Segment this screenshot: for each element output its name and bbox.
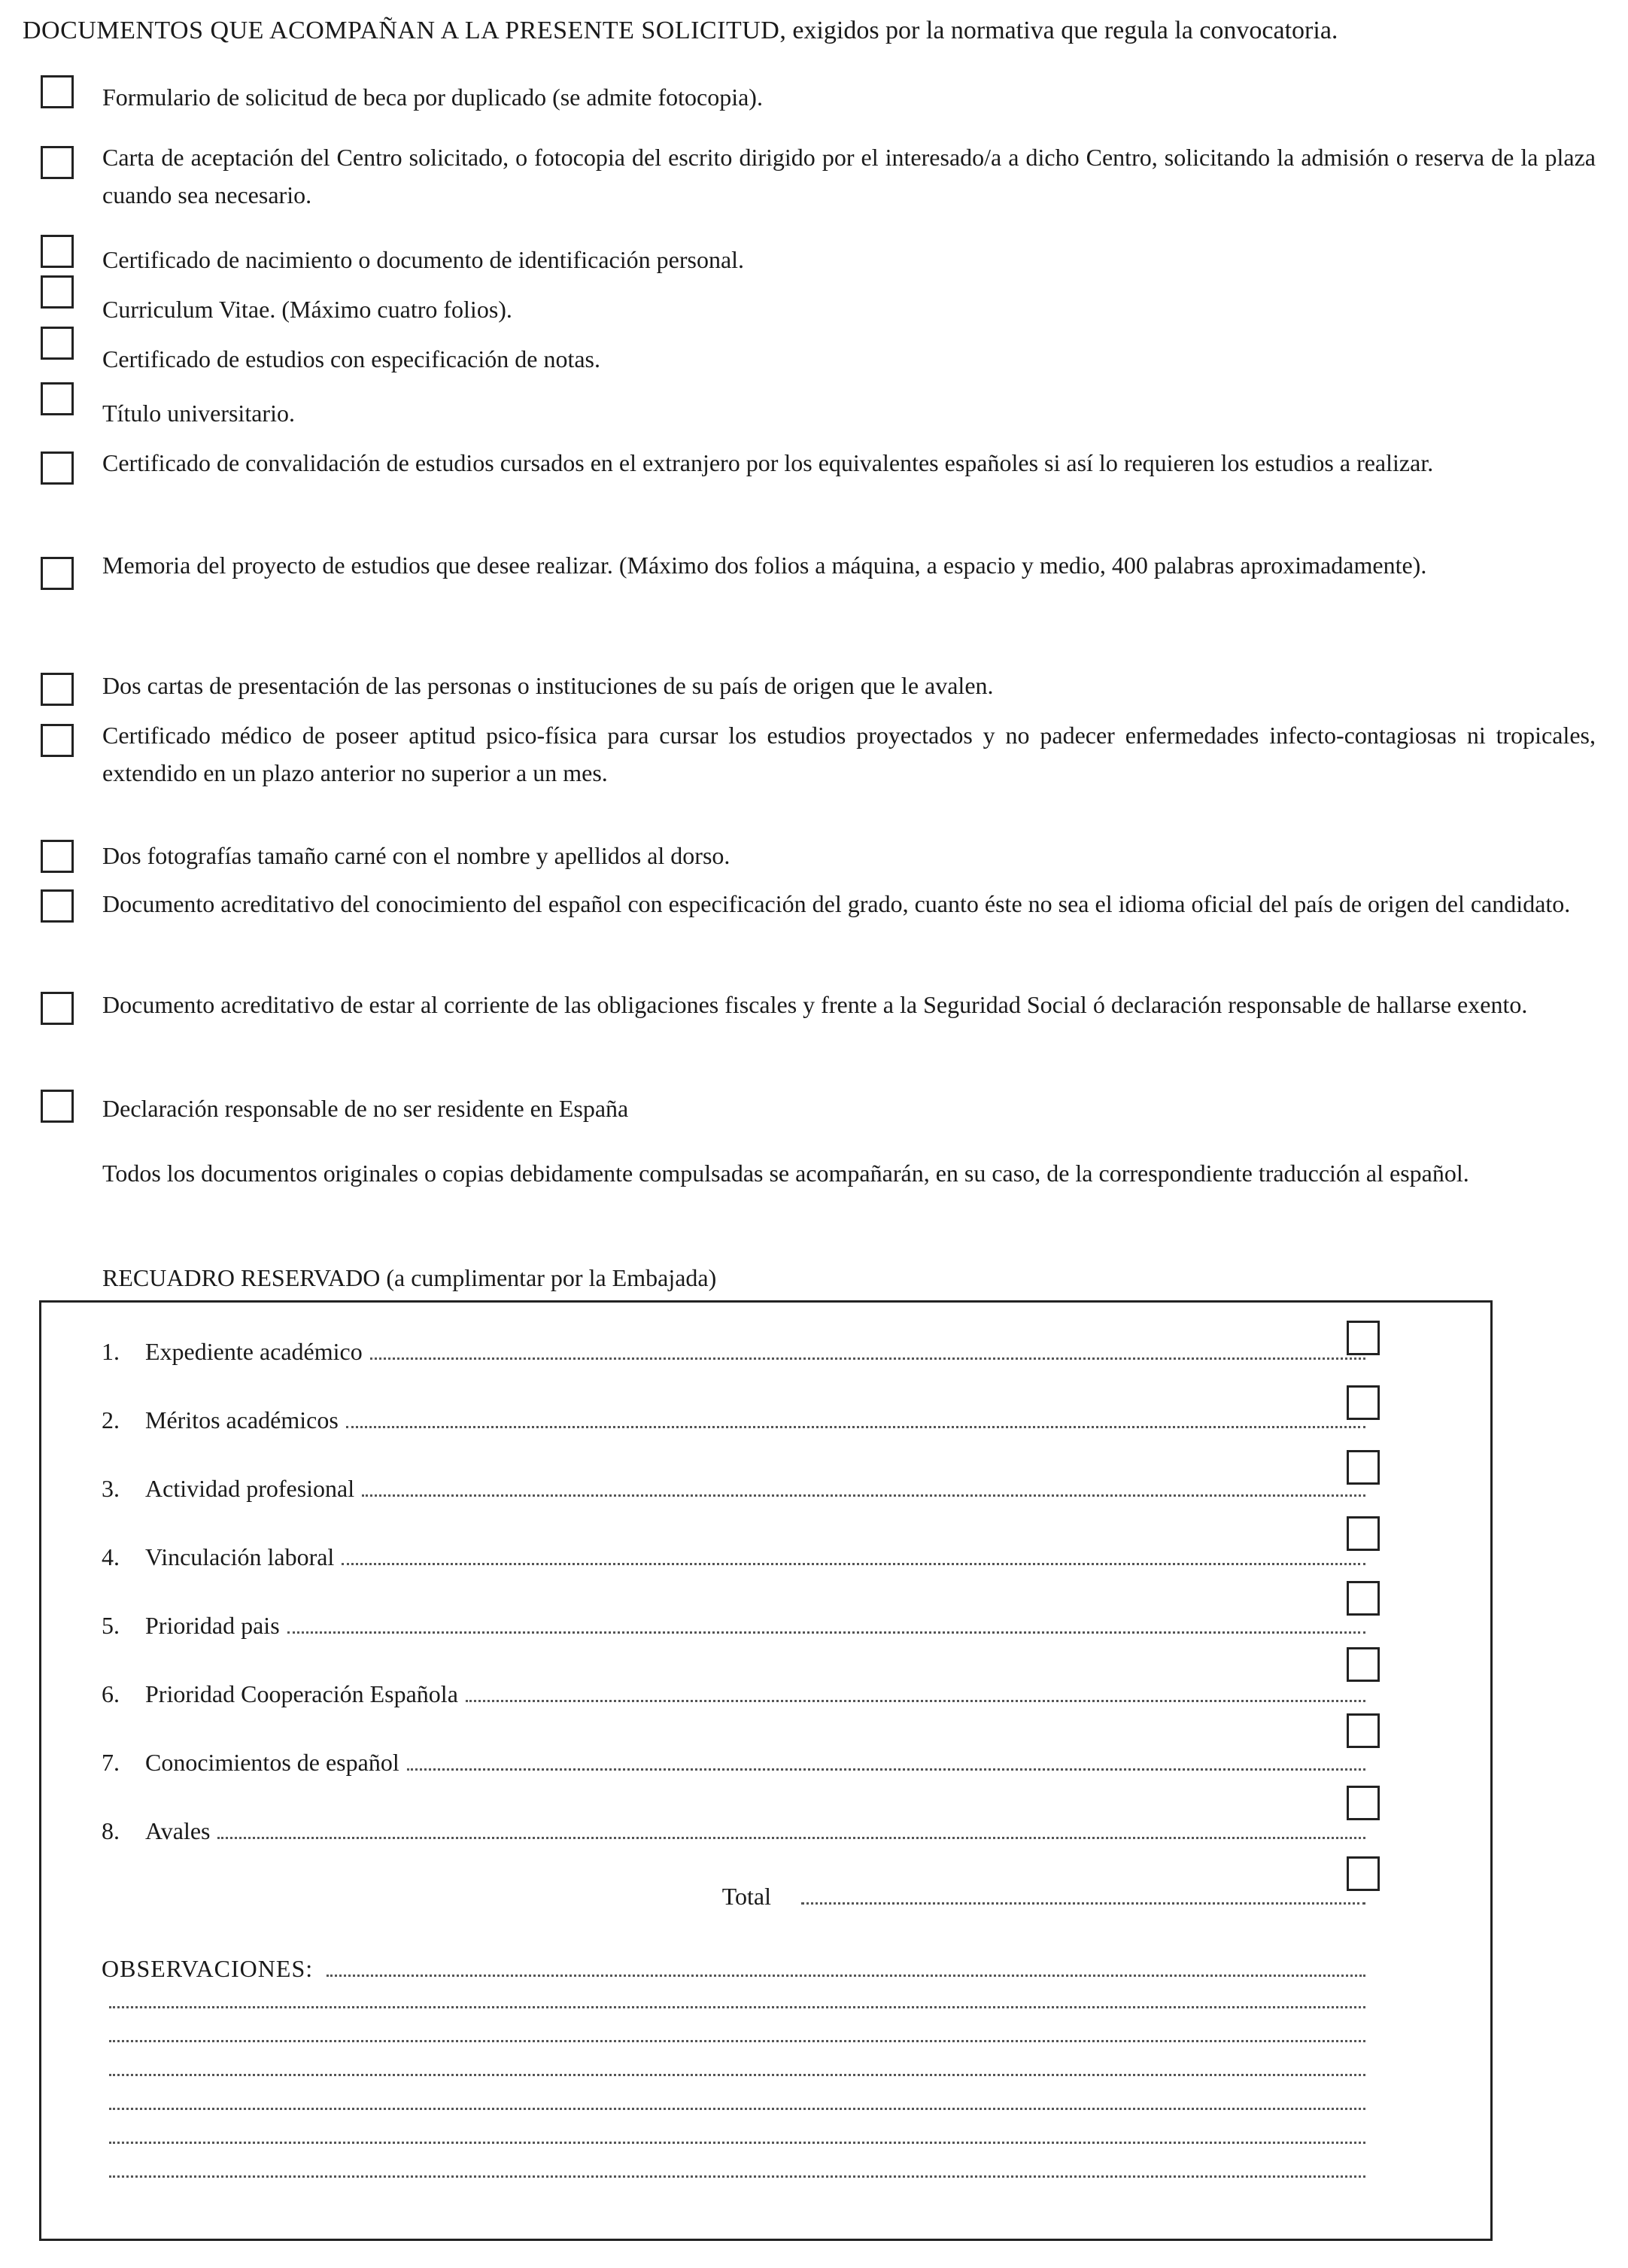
document-checkbox[interactable] [41,992,74,1025]
total-label: Total [721,1883,771,1910]
criterion-score-box[interactable] [1347,1385,1380,1420]
criterion-row [102,1607,1365,1640]
criterion-number: 7. [102,1749,120,1776]
document-checkbox[interactable] [41,146,74,179]
criterion-score-box[interactable] [1347,1321,1380,1355]
observations-line[interactable] [109,2040,1365,2042]
document-label: Formulario de solicitud de beca por duplicado (se admite fotocopia). [102,84,763,111]
criterion-label: Vinculación laboral [145,1543,335,1570]
document-checkbox[interactable] [41,889,74,923]
criterion-score-box[interactable] [1347,1786,1380,1820]
document-label: Documento acreditativo de estar al corriente de las obligaciones fiscales y frente a la Seguridad Social ó declaración responsable de hallarse exento. [102,991,1528,1018]
reserved-box [39,1300,1493,2241]
criterion-label: Expediente académico [145,1338,363,1365]
document-checkbox[interactable] [41,1090,74,1123]
observations-line[interactable] [109,2006,1365,2008]
criterion-label: Méritos académicos [145,1406,339,1433]
criterion-score-box[interactable] [1347,1450,1380,1485]
criterion-number: 2. [102,1406,120,1433]
document-label: Certificado médico de poseer aptitud psico-física para cursar los estudios proyectados y no padecer enfermedades infecto-contagiosas ni tropicales, extendido en un plazo anterior no superior a un mes. [102,722,1596,786]
criterion-number: 1. [102,1338,120,1365]
criterion-score-box[interactable] [1347,1647,1380,1682]
observations-label: OBSERVACIONES: [102,1955,314,1982]
criterion-label: Avales [145,1817,211,1844]
criterion-number: 6. [102,1680,120,1707]
dotted-leader [346,1426,1365,1428]
observations-line[interactable] [109,2175,1365,2178]
criterion-score-box[interactable] [1347,1516,1380,1551]
dotted-leader [342,1563,1365,1565]
observations-line[interactable] [109,2108,1365,2110]
document-checkbox[interactable] [41,275,74,309]
criterion-row [102,1812,1365,1845]
document-checkbox[interactable] [41,382,74,415]
criterion-row [102,1675,1365,1708]
document-label: Documento acreditativo del conocimiento del español con especificación del grado, cuanto éste no sea el idioma oficial del país de origen del candidato. [102,890,1571,917]
dotted-leader [801,1902,1365,1905]
document-label: Carta de aceptación del Centro solicitado, o fotocopia del escrito dirigido por el interesado/a a dicho Centro, solicitando la admisión o reserva de la plaza cuando sea necesario. [102,144,1596,208]
document-checkbox[interactable] [41,673,74,706]
document-checkbox[interactable] [41,327,74,360]
document-label: Certificado de nacimiento o documento de identificación personal. [102,246,745,273]
criterion-label: Prioridad Cooperación Española [145,1680,458,1707]
reserved-box-title: RECUADRO RESERVADO (a cumplimentar por la Embajada) [102,1264,717,1291]
document-checkbox[interactable] [41,840,74,873]
dotted-leader [217,1837,1365,1839]
document-label: Certificado de convalidación de estudios cursados en el extranjero por los equivalentes españoles si así lo requieren los estudios a realizar. [102,449,1434,476]
document-checkbox[interactable] [41,724,74,757]
translation-note: Todos los documentos originales o copias debidamente compulsadas se acompañarán, en su caso, de la correspondiente traducción al español. [102,1160,1469,1187]
criterion-row [102,1333,1365,1366]
document-label: Título universitario. [102,400,295,427]
document-label: Certificado de estudios con especificación de notas. [102,345,600,372]
document-checkbox[interactable] [41,235,74,268]
document-checkbox[interactable] [41,451,74,485]
criterion-number: 5. [102,1612,120,1639]
criterion-label: Actividad profesional [145,1475,355,1502]
total-score-box[interactable] [1347,1856,1380,1891]
total-row [681,1877,1365,1911]
document-checkbox[interactable] [41,75,74,108]
dotted-leader [287,1631,1365,1634]
criterion-row [102,1401,1365,1434]
criterion-label: Prioridad pais [145,1612,280,1639]
header-caps: DOCUMENTOS QUE ACOMPAÑAN A LA PRESENTE SOLICITUD [23,17,780,44]
document-checkbox[interactable] [41,557,74,590]
criterion-row [102,1538,1365,1571]
dotted-leader [327,1975,1365,1977]
document-label: Dos fotografías tamaño carné con el nombre y apellidos al dorso. [102,842,730,869]
criterion-score-box[interactable] [1347,1713,1380,1748]
document-label: Curriculum Vitae. (Máximo cuatro folios). [102,296,512,323]
document-label: Dos cartas de presentación de las personas o instituciones de su país de origen que le avalen. [102,672,994,699]
observations-line[interactable] [109,2074,1365,2076]
header-rest: , exigidos por la normativa que regula la convocatoria. [779,17,1338,44]
criterion-score-box[interactable] [1347,1581,1380,1616]
criterion-label: Conocimientos de español [145,1749,399,1776]
criterion-number: 8. [102,1817,120,1844]
dotted-leader [370,1357,1365,1360]
criterion-row [102,1470,1365,1503]
observations-row[interactable] [102,1950,1365,1983]
observations-line[interactable] [109,2142,1365,2144]
criterion-row [102,1744,1365,1777]
criterion-number: 4. [102,1543,120,1570]
dotted-leader [466,1700,1365,1702]
document-label: Memoria del proyecto de estudios que desee realizar. (Máximo dos folios a máquina, a espacio y medio, 400 palabras aproximadamente). [102,552,1427,579]
dotted-leader [362,1494,1365,1497]
dotted-leader [407,1768,1365,1771]
criterion-number: 3. [102,1475,120,1502]
document-label: Declaración responsable de no ser residente en España [102,1095,629,1122]
